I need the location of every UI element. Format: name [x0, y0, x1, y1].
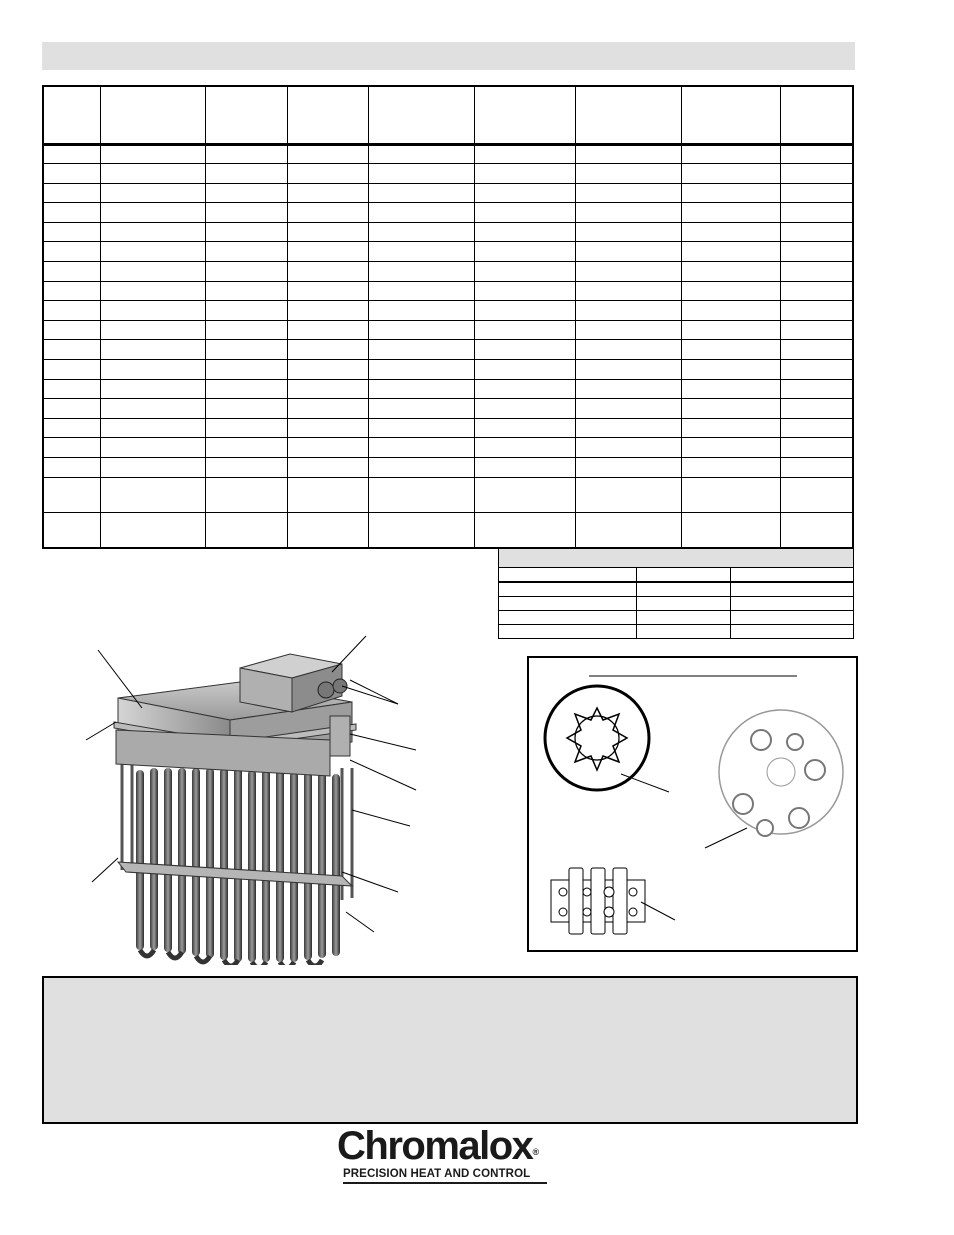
table-cell: [101, 203, 206, 223]
table-cell: [288, 183, 369, 203]
table-cell: [731, 597, 854, 611]
table-cell: [43, 242, 101, 262]
table-cell: [369, 359, 475, 379]
table-cell: [206, 438, 288, 458]
table-cell: [369, 281, 475, 301]
table-cell: [576, 457, 682, 477]
table-cell: [576, 281, 682, 301]
table-cell: [475, 320, 576, 340]
table-row: [43, 477, 853, 512]
column-header: [369, 86, 475, 145]
table-cell: [576, 242, 682, 262]
table-cell: [43, 399, 101, 419]
star-plug-drawing: [545, 686, 669, 792]
table-cell: [206, 512, 288, 548]
table-cell: [288, 145, 369, 164]
table-cell: [576, 438, 682, 458]
table-cell: [475, 512, 576, 548]
table-cell: [101, 261, 206, 281]
table-cell: [43, 359, 101, 379]
table-row: [499, 597, 854, 611]
table-cell: [101, 320, 206, 340]
table-cell: [731, 611, 854, 625]
table-cell: [206, 320, 288, 340]
table-cell: [288, 418, 369, 438]
chromalox-logo: [337, 1126, 552, 1186]
brand-name: Chromalox: [337, 1124, 533, 1168]
spec-table-title-row: [499, 549, 854, 568]
table-cell: [682, 164, 781, 184]
column-header: [206, 86, 288, 145]
table-cell: [369, 340, 475, 360]
table-row: [43, 340, 853, 360]
table-cell: [637, 582, 731, 597]
column-header: [288, 86, 369, 145]
table-cell: [369, 477, 475, 512]
table-cell: [637, 611, 731, 625]
table-cell: [475, 164, 576, 184]
table-cell: [101, 379, 206, 399]
table-cell: [682, 183, 781, 203]
table-cell: [101, 477, 206, 512]
table-cell: [101, 164, 206, 184]
table-cell: [206, 477, 288, 512]
table-cell: [43, 418, 101, 438]
table-cell: [781, 359, 854, 379]
table-cell: [475, 281, 576, 301]
table-cell: [475, 379, 576, 399]
table-cell: [682, 477, 781, 512]
table-row: [43, 242, 853, 262]
table-cell: [369, 399, 475, 419]
table-cell: [781, 183, 854, 203]
table-cell: [475, 399, 576, 419]
table-cell: [576, 418, 682, 438]
table-cell: [682, 512, 781, 548]
table-cell: [369, 183, 475, 203]
table-row: [43, 418, 853, 438]
table-cell: [576, 512, 682, 548]
table-row: [43, 399, 853, 419]
table-cell: [288, 261, 369, 281]
table-cell: [206, 281, 288, 301]
table-cell: [101, 457, 206, 477]
table-cell: [288, 399, 369, 419]
table-cell: [369, 145, 475, 164]
table-cell: [576, 222, 682, 242]
table-cell: [576, 359, 682, 379]
spec-table-title: [499, 549, 854, 568]
table-cell: [288, 457, 369, 477]
table-cell: [576, 164, 682, 184]
logo-underline: [343, 1182, 547, 1184]
table-cell: [288, 340, 369, 360]
table-cell: [576, 183, 682, 203]
column-header: [475, 86, 576, 145]
table-cell: [781, 164, 854, 184]
terminal-diagrams: [529, 658, 856, 950]
table-cell: [43, 164, 101, 184]
side-bracket: [330, 716, 350, 756]
table-cell: [369, 242, 475, 262]
table-row: [43, 438, 853, 458]
table-cell: [369, 261, 475, 281]
column-header: [637, 568, 731, 583]
table-cell: [475, 222, 576, 242]
column-header: [682, 86, 781, 145]
table-cell: [206, 399, 288, 419]
table-row: [43, 222, 853, 242]
table-cell: [576, 203, 682, 223]
table-cell: [206, 418, 288, 438]
table-cell: [43, 145, 101, 164]
table-cell: [369, 379, 475, 399]
section-title-bar: [42, 42, 855, 70]
table-cell: [499, 597, 637, 611]
table-row: [43, 261, 853, 281]
table-cell: [206, 145, 288, 164]
table-cell: [288, 301, 369, 321]
table-row: [43, 320, 853, 340]
table-cell: [781, 222, 854, 242]
table-cell: [288, 438, 369, 458]
table-cell: [206, 457, 288, 477]
table-cell: [43, 457, 101, 477]
table-cell: [475, 261, 576, 281]
table-row: [499, 582, 854, 597]
table-row: [43, 379, 853, 399]
table-cell: [682, 438, 781, 458]
table-cell: [499, 611, 637, 625]
table-cell: [101, 242, 206, 262]
table-row: [43, 164, 853, 184]
column-header: [576, 86, 682, 145]
table-cell: [206, 340, 288, 360]
table-cell: [781, 399, 854, 419]
table-cell: [576, 340, 682, 360]
table-cell: [475, 183, 576, 203]
table-cell: [206, 183, 288, 203]
terminal-diagram-box: [527, 656, 858, 952]
table-cell: [43, 301, 101, 321]
table-cell: [101, 359, 206, 379]
table-cell: [576, 145, 682, 164]
table-cell: [43, 261, 101, 281]
table-cell: [369, 301, 475, 321]
table-cell: [682, 340, 781, 360]
table-cell: [43, 183, 101, 203]
table-cell: [637, 625, 731, 639]
table-cell: [682, 203, 781, 223]
table-cell: [206, 222, 288, 242]
table-cell: [288, 242, 369, 262]
table-cell: [682, 301, 781, 321]
table-cell: [369, 203, 475, 223]
table-cell: [101, 512, 206, 548]
table-cell: [682, 222, 781, 242]
table-row: [43, 301, 853, 321]
table-cell: [475, 203, 576, 223]
table-cell: [682, 242, 781, 262]
strip-terminal-block: [551, 868, 675, 934]
table-cell: [682, 379, 781, 399]
table-cell: [288, 379, 369, 399]
logo-wordmark: [337, 1126, 552, 1166]
table-row: [43, 203, 853, 223]
table-cell: [43, 340, 101, 360]
table-cell: [781, 379, 854, 399]
table-cell: [43, 512, 101, 548]
table-cell: [369, 222, 475, 242]
table-cell: [682, 145, 781, 164]
table-cell: [475, 438, 576, 458]
table-cell: [475, 145, 576, 164]
table-cell: [43, 379, 101, 399]
table-cell: [576, 399, 682, 419]
note-box: [42, 976, 858, 1124]
table-row: [499, 611, 854, 625]
table-cell: [43, 438, 101, 458]
round-terminal-block: [705, 710, 843, 848]
table-cell: [781, 320, 854, 340]
table-cell: [731, 582, 854, 597]
table-row: [43, 512, 853, 548]
table-row: [43, 281, 853, 301]
table-cell: [43, 320, 101, 340]
table-cell: [288, 320, 369, 340]
parts-table: [42, 85, 854, 549]
table-cell: [206, 379, 288, 399]
table-cell: [781, 242, 854, 262]
table-cell: [43, 222, 101, 242]
table-cell: [288, 281, 369, 301]
table-cell: [206, 164, 288, 184]
table-cell: [288, 477, 369, 512]
logo-tagline: PRECISION HEAT AND CONTROL: [343, 1168, 531, 1180]
table-cell: [682, 457, 781, 477]
table-cell: [369, 457, 475, 477]
table-cell: [206, 242, 288, 262]
table-cell: [781, 457, 854, 477]
table-cell: [288, 359, 369, 379]
table-cell: [682, 418, 781, 438]
table-cell: [781, 203, 854, 223]
table-cell: [101, 340, 206, 360]
table-cell: [781, 438, 854, 458]
table-cell: [369, 512, 475, 548]
table-cell: [101, 222, 206, 242]
table-cell: [781, 340, 854, 360]
table-cell: [475, 242, 576, 262]
table-cell: [288, 164, 369, 184]
table-cell: [781, 281, 854, 301]
table-cell: [781, 261, 854, 281]
table-cell: [576, 261, 682, 281]
table-cell: [781, 145, 854, 164]
table-cell: [576, 320, 682, 340]
table-cell: [369, 320, 475, 340]
table-cell: [369, 164, 475, 184]
table-cell: [475, 457, 576, 477]
table-cell: [475, 418, 576, 438]
spec-table: [498, 548, 854, 639]
table-cell: [682, 281, 781, 301]
table-cell: [43, 477, 101, 512]
table-cell: [499, 582, 637, 597]
table-cell: [288, 512, 369, 548]
table-cell: [781, 477, 854, 512]
table-cell: [43, 281, 101, 301]
table-cell: [475, 340, 576, 360]
table-cell: [101, 145, 206, 164]
table-cell: [101, 281, 206, 301]
column-header: [781, 86, 854, 145]
table-cell: [576, 379, 682, 399]
table-cell: [101, 438, 206, 458]
parts-table-body: [43, 145, 853, 548]
table-cell: [475, 301, 576, 321]
table-cell: [475, 477, 576, 512]
table-cell: [682, 261, 781, 281]
table-cell: [288, 203, 369, 223]
table-cell: [576, 301, 682, 321]
table-row: [43, 183, 853, 203]
column-header: [731, 568, 854, 583]
table-header-row: [43, 86, 853, 145]
table-cell: [731, 625, 854, 639]
table-row: [43, 145, 853, 164]
table-cell: [206, 301, 288, 321]
table-cell: [101, 399, 206, 419]
table-cell: [475, 359, 576, 379]
registered-mark: ®: [532, 1147, 538, 1157]
table-cell: [101, 418, 206, 438]
column-header: [43, 86, 101, 145]
table-cell: [206, 203, 288, 223]
table-cell: [682, 359, 781, 379]
table-cell: [682, 320, 781, 340]
table-cell: [369, 418, 475, 438]
table-cell: [369, 438, 475, 458]
table-cell: [288, 222, 369, 242]
table-cell: [682, 399, 781, 419]
column-header: [101, 86, 206, 145]
table-cell: [43, 203, 101, 223]
table-row: [43, 359, 853, 379]
table-row: [43, 457, 853, 477]
column-header: [499, 568, 637, 583]
table-row: [499, 625, 854, 639]
table-cell: [637, 597, 731, 611]
table-cell: [101, 301, 206, 321]
table-cell: [781, 301, 854, 321]
table-cell: [206, 261, 288, 281]
table-cell: [499, 625, 637, 639]
spec-table-header-row: [499, 568, 854, 583]
table-cell: [781, 418, 854, 438]
table-cell: [101, 183, 206, 203]
table-cell: [206, 359, 288, 379]
table-cell: [781, 512, 854, 548]
table-cell: [576, 477, 682, 512]
duct-heater-illustration: [80, 630, 420, 965]
